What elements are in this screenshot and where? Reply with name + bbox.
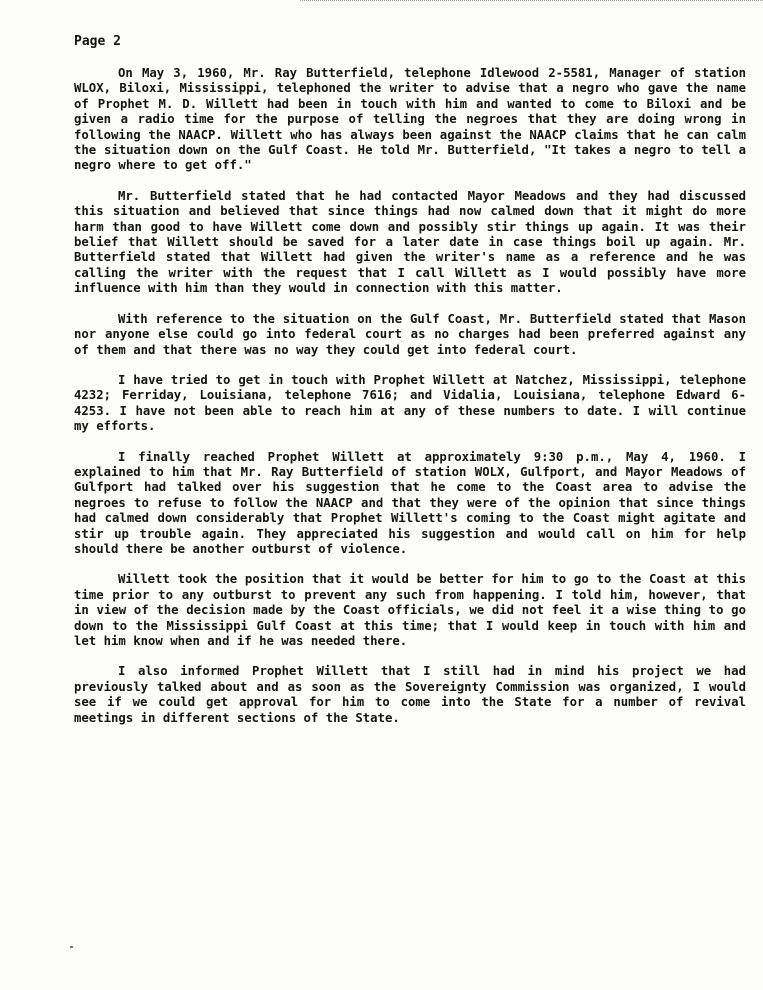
top-edge-rule: [300, 0, 763, 1]
paragraph-4: I have tried to get in touch with Prophet Willett at Natchez, Mississippi, telephone 4232; Ferriday, Louisiana, telephone 7616; and Vidalia, Louisiana, telephone Edward 6-4253. I have not been able to reach him at any of these numbers to date. I will continue my efforts.: [74, 372, 746, 434]
paragraph-5: I finally reached Prophet Willett at approximately 9:30 p.m., May 4, 1960. I explained to him that Mr. Ray Butterfield of station WOLX, Gulfport, and Mayor Meadows of Gulfport had talked over his suggestion that he come to the Coast area to advise the negroes to refuse to follow the NAACP and that they were of the opinion that since things had calmed down considerably that Prophet Willett's coming to the Coast might agitate and stir up trouble again. They appreciated his suggestion and would call on him for help should there be another outburst of violence.: [74, 449, 746, 556]
page-number-label: Page 2: [74, 34, 121, 49]
letter-body: [74, 66, 746, 741]
paragraph-6: Willett took the position that it would be better for him to go to the Coast at this time prior to any outburst to prevent any such from happening. I told him, however, that in view of the decision made by the Coast officials, we did not feel it a wise thing to go down to the Mississippi Gulf Coast at this time; that I would keep in touch with him and let him know when and if he was needed there.: [74, 572, 746, 648]
paragraph-7: I also informed Prophet Willett that I still had in mind his project we had previously talked about and as soon as the Sovereignty Commission was organized, I would see if we could get approval for him to come into the State for a number of revival meetings in different sections of the State.: [74, 664, 746, 725]
paragraph-1: On May 3, 1960, Mr. Ray Butterfield, telephone Idlewood 2-5581, Manager of station WLOX, Biloxi, Mississippi, telephoned the writer to advise that a negro who gave the name of Prophet M. D. Willett had been in touch with him and wanted to come to Biloxi and be given a radio time for the purpose of telling the negroes that they are doing wrong in following the NAACP. Willett who has always been against the NAACP claims that he can calm the situation down on the Gulf Coast. He told Mr. Butterfield, "It takes a negro to tell a negro where to get off.": [74, 66, 746, 173]
paragraph-3: With reference to the situation on the Gulf Coast, Mr. Butterfield stated that Mason nor anyone else could go into federal court as no charges had been preferred against any of them and that there was no way they could get into federal court.: [74, 311, 746, 357]
paragraph-2: Mr. Butterfield stated that he had contacted Mayor Meadows and they had discussed this situation and believed that since things had now calmed down that it might do more harm than good to have Willett come down and possibly stir things up again. It was their belief that Willett should be saved for a later date in case things boil up again. Mr. Butterfield stated that Willett had given the writer's name as a reference and he was calling the writer with the request that I call Willett as I would possibly have more influence with him than they would in connection with this matter.: [74, 188, 746, 296]
margin-speck: [70, 946, 73, 948]
